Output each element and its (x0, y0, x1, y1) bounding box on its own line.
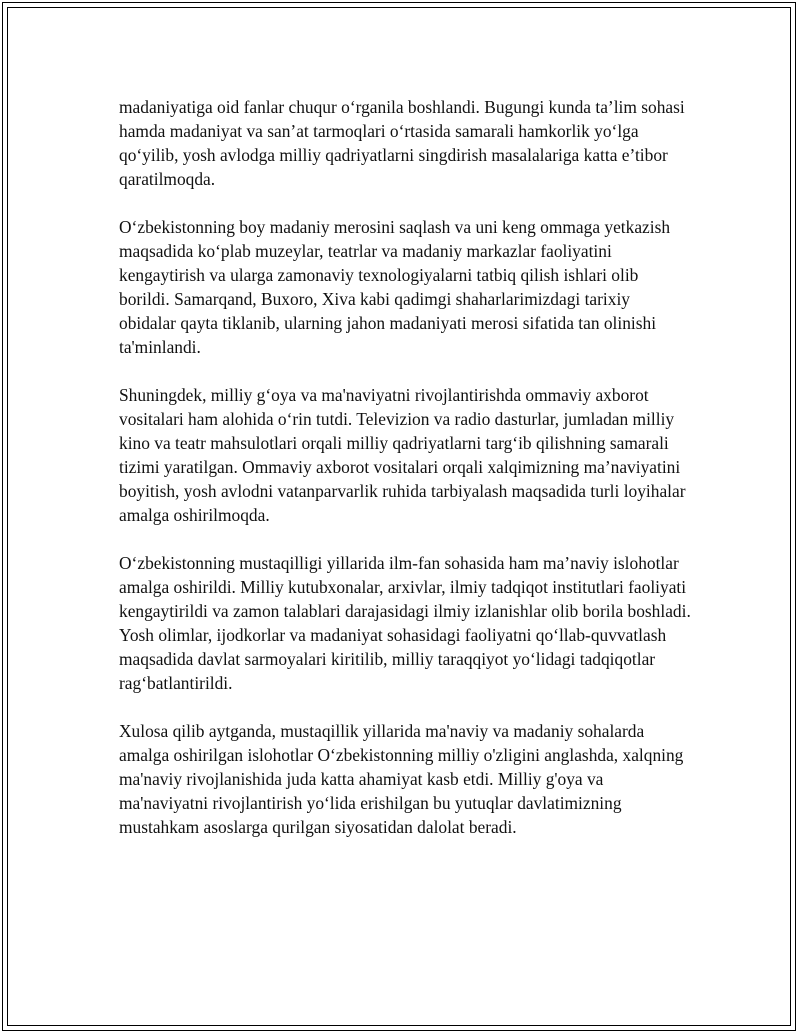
paragraph-4: O‘zbekistonning mustaqilligi yillarida ilm-fan sohasida ham ma’naviy islohotlar amalga oshirildi. Milliy kutubxonalar, arxivlar, ilmiy tadqiqot institutlari faoliyati kengaytirildi va zamon talablari darajasidagi ilmiy izlanishlar olib borila boshladi. Yosh olimlar, ijodkorlar va madaniyat sohasidagi faoliyatni qo‘llab-quvvatlash maqsadida davlat sarmoyalari kiritilib, milliy taraqqiyot yo‘lidagi tadqiqotlar rag‘batlantirildi. (119, 553, 691, 693)
page-frame (2, 2, 796, 1031)
paragraph-2: O‘zbekistonning boy madaniy merosini saqlash va uni keng ommaga yetkazish maqsadida ko‘plab muzeylar, teatrlar va madaniy markazlar faoliyatini kengaytirish va ularga zamonaviy texnologiyalarni tatbiq qilish ishlari olib borildi. Samarqand, Buxoro, Xiva kabi qadimgi shaharlarimizdagi tarixiy obidalar qayta tiklanib, ularning jahon madaniyati merosi sifatida tan olinishi ta'minlandi. (119, 217, 671, 357)
paragraph-3: Shuningdek, milliy g‘oya va ma'naviyatni rivojlantirishda ommaviy axborot vositalari ham alohida o‘rin tutdi. Televizion va radio dasturlar, jumladan milliy kino va teatr mahsulotlari orqali milliy qadriyatlarni targ‘ib qilishning samarali tizimi yaratilgan. Ommaviy axborot vositalari orqali xalqimizning ma’naviyatini boyitish, yosh avlodni vatanparvarlik ruhida tarbiyalash maqsadida turli loyihalar amalga oshirilmoqda. (119, 385, 686, 525)
document-body (119, 95, 691, 863)
paragraph-5: Xulosa qilib aytganda, mustaqillik yillarida ma'naviy va madaniy sohalarda amalga oshirilgan islohotlar O‘zbekistonning milliy o'zligini anglashda, xalqning ma'naviy rivojlanishida juda katta ahamiyat kasb etdi. Milliy g'oya va ma'naviyatni rivojlantirish yo‘lida erishilgan bu yutuqlar davlatimizning mustahkam asoslarga qurilgan siyosatidan dalolat beradi. (119, 721, 684, 837)
paragraph-1: madaniyatiga oid fanlar chuqur o‘rganila boshlandi. Bugungi kunda ta’lim sohasi hamda madaniyat va san’at tarmoqlari o‘rtasida samarali hamkorlik yo‘lga qo‘yilib, yosh avlodga milliy qadriyatlarni singdirish masalalariga katta e’tibor qaratilmoqda. (119, 97, 685, 189)
